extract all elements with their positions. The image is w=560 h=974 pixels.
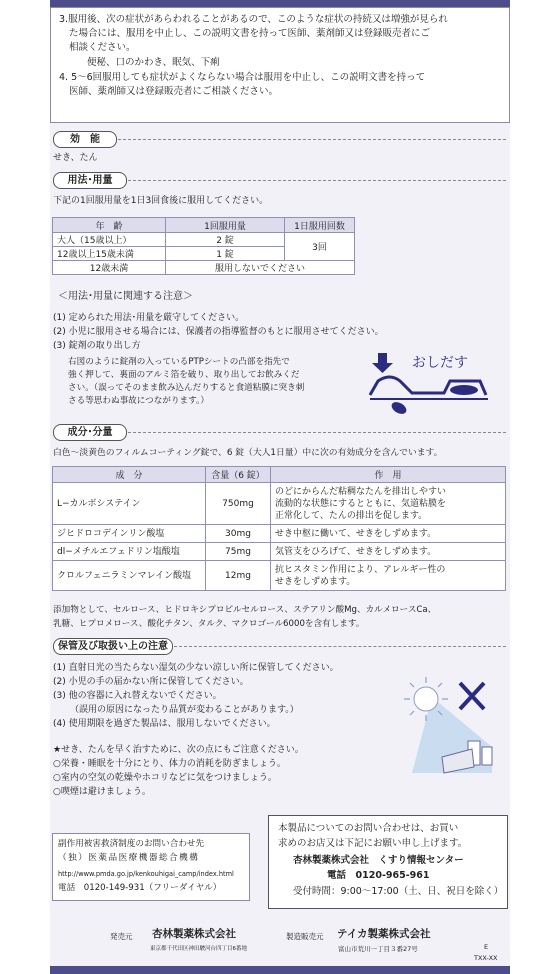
contact-hours: 受付時間：9:00～17:00（土、日、祝日を除く） [293,886,504,897]
storage-item: (4) 使用期限を過ぎた製品は、服用しないでください。 [53,719,276,729]
relief-line: 副作用被害救済制度のお問い合わせ先 [58,839,205,849]
action-line: 抗ヒスタミン作用により、アレルギー性の [275,564,446,575]
seller-address: 東京都千代田区神田駿河台四丁目6番地 [150,946,248,952]
relief-line: （独）医薬品医療機器総合機構 [58,853,200,863]
action-line: せきをしずめます。 [275,576,356,587]
dosage-intro: 下記の1回服用量を1日3回食後に服用してください。 [53,196,269,206]
efficacy-heading: 効 能 [53,131,117,148]
press-label: おしだす [412,355,468,371]
relief-url: http://www.pmda.go.jp/kenkouhigai_camp/index.html [58,870,234,878]
dosage-note: (1) 定められた用法･用量を厳守してください。 [53,313,245,323]
ingredient-name: dl−メチルエフェドリン塩酸塩 [53,543,206,561]
age-cell: 12歳以上15歳未満 [53,247,166,261]
ingredient-name: クロルフェニラミンマレイン酸塩 [53,561,206,591]
storage-item: (1) 直射日光の当たらない湿気の少ない涼しい所に保管してください。 [53,663,339,673]
note-line: 相談ください。 [69,42,136,53]
tip-item: ○栄養・睡眠を十分にとり、体力の消耗を防ぎましょう。 [53,759,286,769]
ingredient-name: ジヒドロコデインリン酸塩 [53,525,206,543]
ingredient-amount: 12mg [206,561,271,591]
ptp-instruction: さい。（誤ってそのまま飲み込んだりすると食道粘膜に突き刺 [68,383,305,393]
dosage-heading: 用法･用量 [53,172,127,189]
bottom-band [50,966,510,974]
tip-item: ○喫煙は避けましょう。 [53,787,151,797]
side-effect-notes [50,7,510,123]
seller-label: 発売元 [110,932,133,941]
relief-phone: 電話 0120-149-931（フリーダイヤル） [58,883,222,893]
ingredient-action [271,561,506,591]
divider [128,432,506,433]
ingredient-action [271,483,506,525]
ingredient-amount: 30mg [206,525,271,543]
ingredient-action: せき中枢に働いて、せきをしずめます。 [271,525,506,543]
ingredient-amount: 750mg [206,483,271,525]
note-line: た場合には、服用を中止し、この説明文書を持って医師、薬剤師又は登録販売者にご [69,28,431,39]
maker-name: テイカ製薬株式会社 [337,928,431,940]
top-band [50,0,510,7]
storage-item: (3) 他の容器に入れ替えないでください。 [53,691,222,701]
table-row [53,483,506,525]
ingredient-action: 気管支をひろげて、せきをしずめます。 [271,543,506,561]
tips-heading: ★せき、たんを早く治すために、次の点にもご注意ください。 [53,745,304,755]
column-header: 成 分 [53,467,206,483]
ingredient-amount: 75mg [206,543,271,561]
ptp-instruction: 右図のように錠剤の入っているPTPシートの凸部を指先で [68,357,290,367]
column-header: 1日服用回数 [285,218,355,233]
table-row [53,525,506,543]
sun-prohibited-icon [402,675,500,775]
divider [128,180,506,181]
additives-text: 添加物として、セルロース、ヒドロキシプロピルセルロース、ステアリン酸Mg、カルメロースCa、 [53,605,437,615]
contact-phone: 電話 0120-965-961 [327,870,430,881]
contact-line: 本製品についてのお問い合わせは、お買い [278,823,459,834]
table-row [53,561,506,591]
action-line: 流動的な状態にするとともに、気道粘膜を [275,498,447,509]
column-header: 年 齢 [53,218,166,233]
ingredients-heading: 成分･分量 [53,424,127,441]
table-row [53,261,355,275]
dosage-note: (3) 錠剤の取り出し方 [53,341,141,351]
column-header: 作 用 [271,467,506,483]
dose-cell: 2 錠 [166,233,285,247]
seller-name: 杏林製薬株式会社 [152,928,236,940]
action-line: のどにからんだ粘稠なたんを排出しやすい [275,486,447,497]
additives-text: 乳糖、ヒプロメロース、酸化チタン、タルク、マクロゴール6000を含有します。 [53,619,365,629]
dose-cell: 服用しないでください [166,261,355,275]
column-header: 1回服用量 [166,218,285,233]
contact-line: 求めのお店又は下記にお願い申し上げます。 [278,838,468,849]
note-line: 4. 5～6回服用しても症状がよくならない場合は服用を中止し、この説明文書を持って [59,72,426,83]
ingredient-name: L−カルボシステイン [53,483,206,525]
ingredients-intro: 白色～淡黄色のフィルムコーティング錠で、6 錠（大人1日量）中に次の有効成分を含んでいます。 [53,448,443,458]
dosage-note: (2) 小児に服用させる場合には、保護者の指導監督のもとに服用させてください。 [53,327,384,337]
contact-box [268,815,508,909]
note-symptoms: 便秘、口のかわき、眠気、下痢 [87,57,220,68]
divider [174,646,506,647]
divider [118,139,506,140]
press-out-illustration [368,351,492,421]
code-number: TXX-XX [474,954,498,962]
storage-item: (2) 小児の手の届かない所に保管してください。 [53,677,249,687]
dose-cell: 1 錠 [166,247,285,261]
table-row [53,543,506,561]
age-cell: 大人（15歳以上） [53,233,166,247]
leaflet-page [50,7,510,966]
code-letter: E [484,943,489,951]
action-line: 正常化して、たんの排出を促します。 [275,510,428,521]
ptp-instruction: 強く押して、裏面のアルミ箔を破り、取り出してお飲みくだ [68,370,300,380]
maker-label: 製造販売元 [286,932,324,941]
times-cell: 3回 [285,233,355,261]
storage-heading: 保管及び取扱い上の注意 [53,638,173,655]
column-header: 含量（6 錠） [206,467,271,483]
tip-item: ○室内の空気の乾燥やホコリなどに気をつけましょう。 [53,773,277,783]
storage-item: （誤用の原因になったり品質が変わることがあります。） [70,705,299,715]
no-sunlight-illustration [402,675,500,775]
dosage-notes-heading: ＜用法･用量に関連する注意＞ [58,291,193,302]
efficacy-text: せき、たん [53,153,98,163]
maker-address: 富山市荒川一丁目３番27号 [338,945,418,953]
note-line: 医師、薬剤師又は登録販売者にご相談ください。 [69,86,279,97]
relief-system-box [52,833,250,901]
table-row [53,233,355,247]
ingredients-table [52,466,506,591]
age-cell: 12歳未満 [53,261,166,275]
ptp-instruction: さる等思わぬ事故につながります。） [68,396,209,406]
dosage-table [52,217,355,275]
contact-company: 杏林製薬株式会社 くすり情報センター [293,855,464,866]
note-line: 3.服用後、次の症状があらわれることがあるので、このような症状の持続又は増強が見られ [59,14,448,25]
